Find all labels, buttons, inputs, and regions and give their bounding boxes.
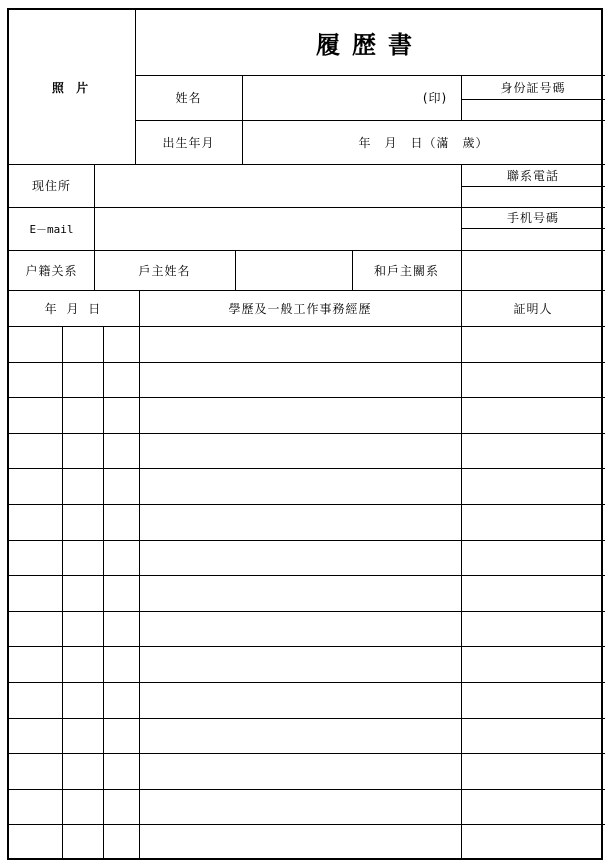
history-row[interactable]: [9, 362, 605, 398]
phone-field[interactable]: [462, 187, 605, 207]
seal-label: (印): [422, 91, 448, 105]
household-label: 户籍关系: [25, 263, 78, 278]
history-row[interactable]: [9, 682, 605, 718]
history-witness-header: 証明人: [513, 301, 553, 316]
history-row[interactable]: [9, 575, 605, 611]
email-field[interactable]: [95, 208, 461, 250]
history-date-header: 年 月 日: [44, 301, 104, 316]
address-field[interactable]: [95, 165, 461, 207]
history-row[interactable]: [9, 326, 605, 362]
name-label: 姓名: [175, 91, 202, 105]
phone-label: 聯系電話: [506, 168, 559, 183]
page-title: 履歴書: [316, 30, 424, 59]
id-number-field[interactable]: [462, 100, 605, 120]
email-label: E－mail: [29, 222, 74, 236]
resume-form: [7, 8, 603, 860]
history-row[interactable]: [9, 397, 605, 433]
history-row[interactable]: [9, 789, 605, 825]
head-name-field[interactable]: [236, 251, 352, 290]
history-row[interactable]: [9, 753, 605, 789]
head-name-label: 戶主姓名: [138, 263, 191, 278]
history-row[interactable]: [9, 611, 605, 647]
photo-label: 照 片: [51, 80, 93, 95]
history-row[interactable]: [9, 540, 605, 576]
history-row[interactable]: [9, 718, 605, 754]
birth-field[interactable]: 年 月 日（滿 歲）: [358, 135, 489, 150]
head-relation-label: 和戶主關系: [373, 263, 439, 278]
history-row[interactable]: [9, 468, 605, 504]
address-label: 现住所: [31, 179, 71, 193]
birth-label: 出生年月: [162, 135, 215, 150]
mobile-label: 手机号碼: [506, 211, 559, 225]
id-number-label: 身份証号碼: [500, 80, 566, 95]
history-row[interactable]: [9, 824, 605, 860]
history-row[interactable]: [9, 646, 605, 682]
history-row[interactable]: [9, 504, 605, 540]
mobile-field[interactable]: [462, 229, 605, 250]
history-content-header: 學歷及一般工作事務經歷: [228, 301, 372, 316]
head-relation-field[interactable]: [462, 251, 605, 290]
history-row[interactable]: [9, 433, 605, 469]
